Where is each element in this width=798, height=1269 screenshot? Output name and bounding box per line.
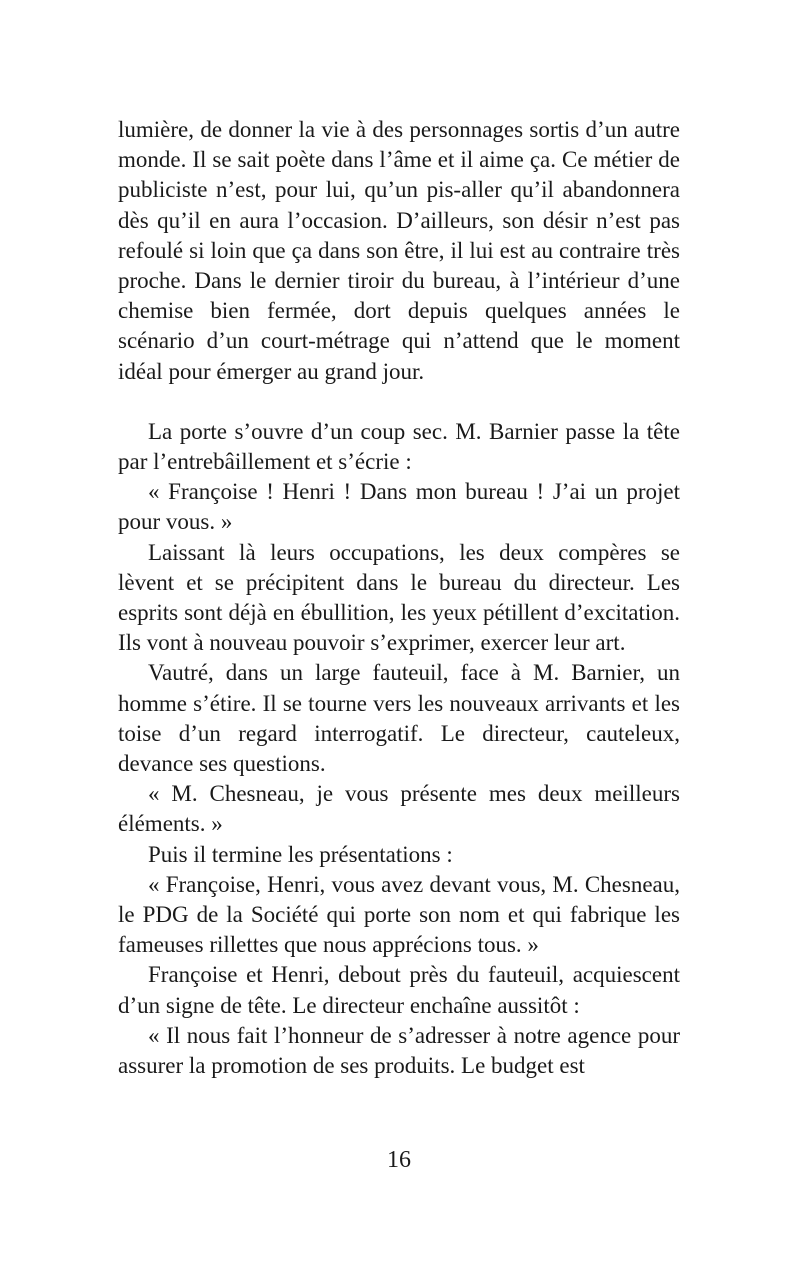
page-number: 16 bbox=[387, 1147, 411, 1173]
paragraph: « Françoise ! Henri ! Dans mon bureau ! J’ai un projet pour vous. » bbox=[118, 479, 680, 535]
paragraph: Puis il termine les présentations : bbox=[148, 841, 453, 867]
paragraph: « M. Chesneau, je vous présente mes deux meilleurs éléments. » bbox=[118, 781, 680, 837]
page-body bbox=[118, 115, 680, 1081]
paragraph: Françoise et Henri, debout près du fauteuil, acquiescent d’un signe de tête. Le directeur enchaîne aussitôt : bbox=[118, 962, 680, 1018]
paragraph: Laissant là leurs occupations, les deux compères se lèvent et se précipitent dans le bureau du directeur. Les esprits sont déjà en ébullition, les yeux pétillent d’excitation. Ils vont à nouveau pouvoir s’exprimer, exercer leur art. bbox=[118, 539, 680, 656]
paragraph: Vautré, dans un large fauteuil, face à M. Barnier, un homme s’étire. Il se tourne vers les nouveaux arrivants et les toise d’un regard interrogatif. Le directeur, cauteleux, devance ses questions. bbox=[118, 660, 680, 777]
paragraph: La porte s’ouvre d’un coup sec. M. Barnier passe la tête par l’entrebâillement et s’écrie : bbox=[118, 418, 680, 475]
paragraph: « Il nous fait l’honneur de s’adresser à notre agence pour assurer la promotion de ses produits. Le budget est bbox=[118, 1022, 680, 1079]
paragraph: lumière, de donner la vie à des personnages sortis d’un autre monde. Il se sait poète dans l’âme et il aime ça. Ce métier de publiciste n’est, pour lui, qu’un pis-aller qu’il abandonnera dès qu’il en aura l’occasion. D’ailleurs, son désir n’est pas refoulé si loin que ça dans son être, il lui est au contraire très proche. Dans le dernier tiroir du bureau, à l’intérieur d’une chemise bien fermée, dort depuis quelques années le scénario d’un court-métrage qui n’attend que le moment idéal pour émerger au grand jour. bbox=[118, 117, 680, 384]
section-break bbox=[118, 387, 680, 417]
paragraph: « Françoise, Henri, vous avez devant vous, M. Chesneau, le PDG de la Société qui porte son nom et qui fabrique les fameuses rillettes que nous apprécions tous. » bbox=[118, 871, 680, 958]
